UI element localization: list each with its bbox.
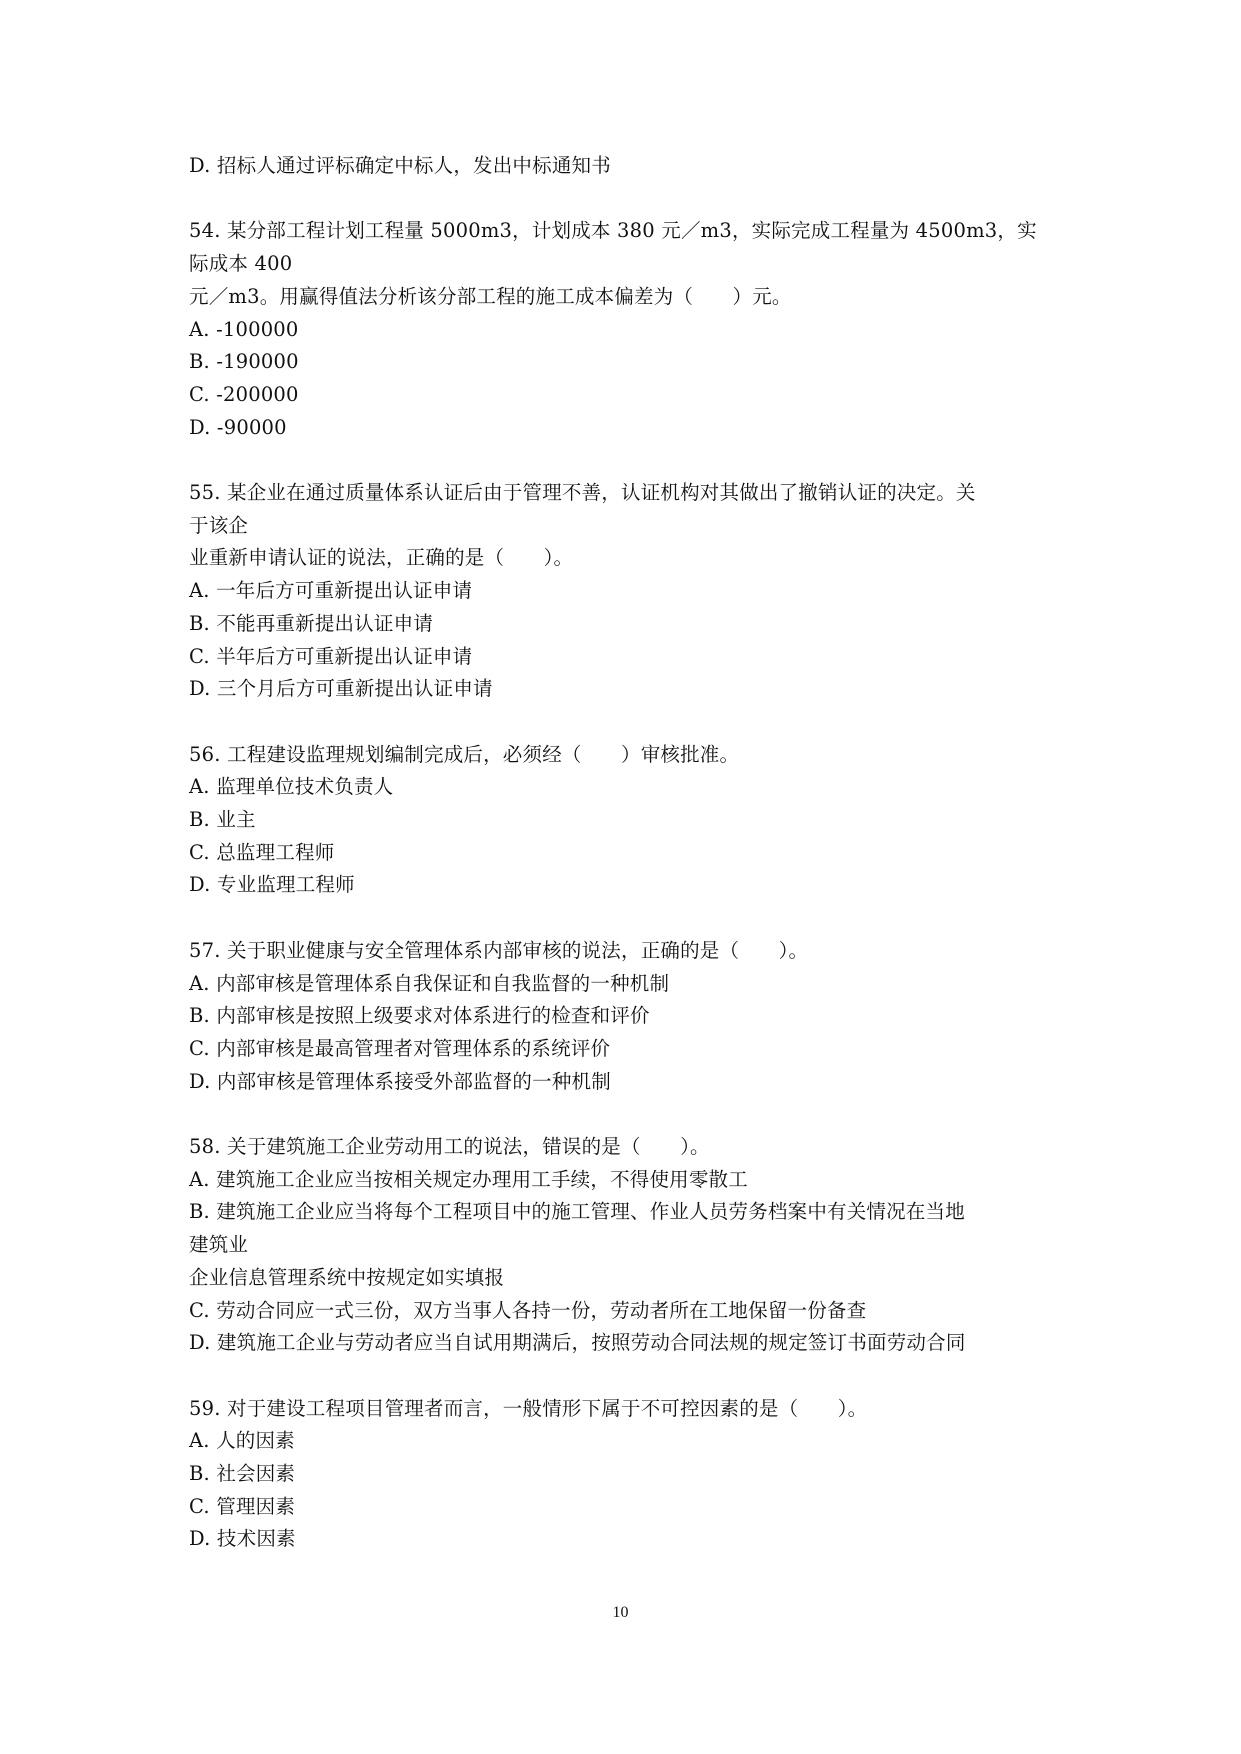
text-line: C. 半年后方可重新提出认证申请: [189, 644, 473, 668]
text-line: A. 一年后方可重新提出认证申请: [189, 579, 473, 603]
text-line: 际成本 400: [189, 252, 293, 276]
text-line: C. 总监理工程师: [189, 840, 335, 864]
text-line: B. 业主: [189, 808, 256, 832]
text-line: 55. 某企业在通过质量体系认证后由于管理不善，认证机构对其做出了撤销认证的决定。关: [189, 481, 976, 504]
question-block: [189, 1131, 1059, 1360]
text-line: 建筑业: [189, 1233, 249, 1257]
text-line: C. -200000: [189, 382, 299, 406]
text-line: 元／m3。用赢得值法分析该分部工程的施工成本偏差为（ ）元。: [189, 284, 792, 308]
text-line: B. 社会因素: [189, 1462, 296, 1486]
text-line: 54. 某分部工程计划工程量 5000m3，计划成本 380 元／m3，实际完成工程量为 4500m3，实: [189, 219, 1037, 243]
text-line: 企业信息管理系统中按规定如实填报: [189, 1265, 505, 1289]
text-line: 59. 对于建设工程项目管理者而言，一般情形下属于不可控因素的是（ ）。: [189, 1396, 868, 1420]
text-line: D. 专业监理工程师: [189, 873, 355, 897]
answer-option-block: [189, 150, 1059, 183]
text-line: 业重新申请认证的说法，正确的是（ ）。: [189, 546, 574, 570]
question-block: [189, 739, 1059, 903]
text-line: C. 内部审核是最高管理者对管理体系的系统评价: [189, 1036, 611, 1060]
text-line: D. 招标人通过评标确定中标人，发出中标通知书: [189, 154, 611, 177]
text-line: A. -100000: [189, 317, 299, 341]
text-line: D. 内部审核是管理体系接受外部监督的一种机制: [189, 1069, 611, 1093]
text-line: B. -190000: [189, 350, 299, 374]
question-block: [189, 477, 1059, 706]
text-line: 58. 关于建筑施工企业劳动用工的说法，错误的是（ ）。: [189, 1135, 710, 1159]
text-line: D. -90000: [189, 415, 287, 439]
question-block: [189, 215, 1059, 444]
text-line: A. 内部审核是管理体系自我保证和自我监督的一种机制: [189, 971, 670, 995]
text-line: C. 劳动合同应一式三份，双方当事人各持一份，劳动者所在工地保留一份备查: [189, 1298, 867, 1322]
page-number: 10: [612, 1604, 629, 1621]
text-line: C. 管理因素: [189, 1494, 296, 1518]
text-line: A. 监理单位技术负责人: [189, 775, 394, 799]
text-line: D. 三个月后方可重新提出认证申请: [189, 677, 493, 701]
page-content: [189, 150, 1059, 1589]
text-line: A. 建筑施工企业应当按相关规定办理用工手续，不得使用零散工: [189, 1167, 748, 1191]
text-line: A. 人的因素: [189, 1429, 295, 1453]
text-line: B. 建筑施工企业应当将每个工程项目中的施工管理、作业人员劳务档案中有关情况在当地: [189, 1200, 965, 1224]
question-block: [189, 1393, 1059, 1557]
text-line: D. 建筑施工企业与劳动者应当自试用期满后，按照劳动合同法规的规定签订书面劳动合同: [189, 1331, 966, 1355]
text-line: B. 内部审核是按照上级要求对体系进行的检查和评价: [189, 1004, 650, 1028]
text-line: 56. 工程建设监理规划编制完成后，必须经（ ）审核批准。: [189, 742, 740, 766]
text-line: B. 不能再重新提出认证申请: [189, 611, 434, 635]
text-line: 57. 关于职业健康与安全管理体系内部审核的说法，正确的是（ ）。: [189, 938, 809, 962]
question-block: [189, 935, 1059, 1099]
text-line: D. 技术因素: [189, 1527, 296, 1551]
text-line: 于该企: [189, 513, 249, 537]
